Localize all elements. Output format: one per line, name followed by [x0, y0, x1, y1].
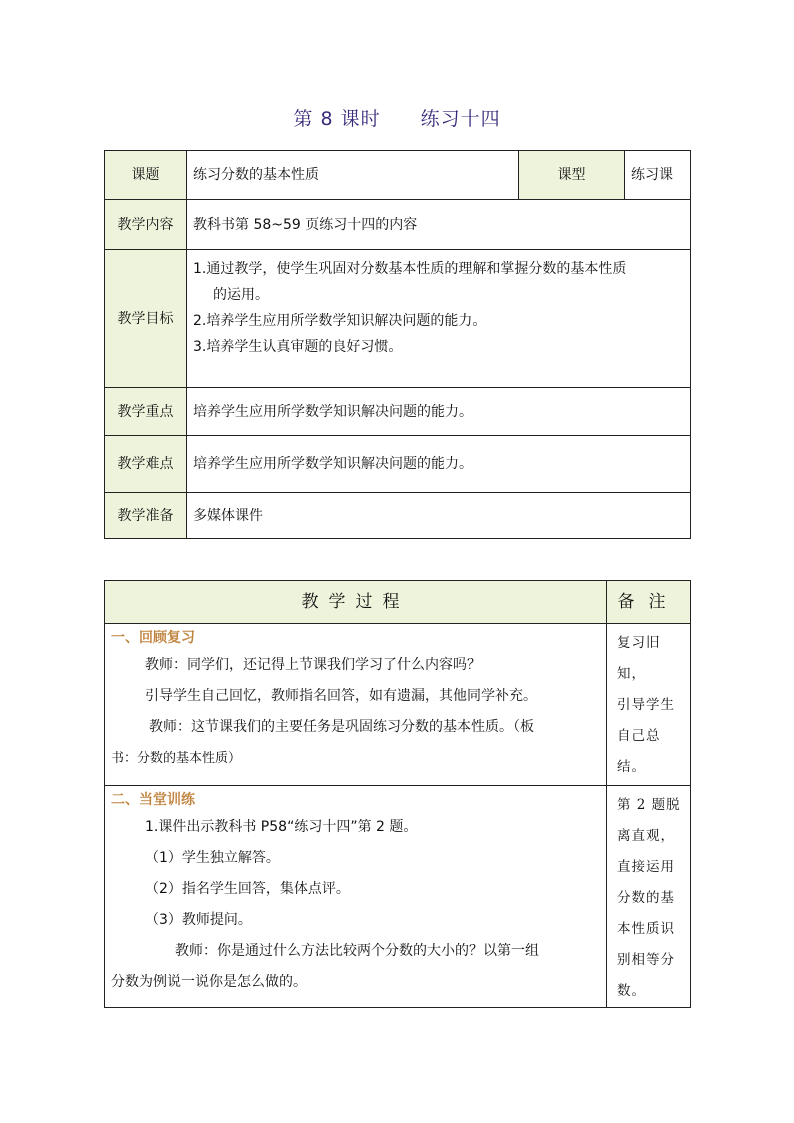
- note-line: 数。: [617, 983, 646, 999]
- text-line: （2）指名学生回答，集体点评。: [145, 881, 350, 897]
- process-header: 教学过程: [105, 581, 607, 624]
- type-label: 课型: [519, 151, 625, 200]
- goal-line: 1.通过教学，使学生巩固对分数基本性质的理解和掌握分数的基本性质: [193, 261, 627, 277]
- goals-value: [187, 250, 691, 388]
- note-line: 引导学生: [617, 697, 675, 713]
- text-line: 书：分数的基本性质）: [111, 751, 242, 766]
- difficulty-value: 培养学生应用所学数学知识解决问题的能力。: [187, 436, 691, 493]
- note-line: 离直观，: [617, 828, 675, 844]
- text-line: （1）学生独立解答。: [145, 850, 280, 866]
- note-line: 分数的基: [617, 890, 675, 906]
- text-line: （3）教师提问。: [145, 912, 252, 928]
- goal-line: 的运用。: [213, 287, 269, 303]
- lesson-info-table: [104, 150, 691, 539]
- goal-line: 2.培养学生应用所学数学知识解决问题的能力。: [193, 313, 487, 329]
- note-review: [607, 624, 691, 786]
- note-line: 别相等分: [617, 952, 675, 968]
- text-line: 教师：你是通过什么方法比较两个分数的大小的？以第一组: [175, 943, 539, 959]
- topic-value: 练习分数的基本性质: [187, 151, 519, 200]
- key-value: 培养学生应用所学数学知识解决问题的能力。: [187, 388, 691, 436]
- prep-value: 多媒体课件: [187, 493, 691, 539]
- content-label: 教学内容: [105, 200, 187, 250]
- note-line: 第 2 题脱: [617, 797, 681, 813]
- key-label: 教学重点: [105, 388, 187, 436]
- note-line: 复习旧知，: [617, 635, 661, 682]
- prep-label: 教学准备: [105, 493, 187, 539]
- goal-line: 3.培养学生认真审题的良好习惯。: [193, 339, 403, 355]
- section-practice: [105, 786, 607, 1008]
- difficulty-label: 教学难点: [105, 436, 187, 493]
- section-title: 一、回顾复习: [111, 630, 195, 646]
- content-value: 教科书第 58~59 页练习十四的内容: [187, 200, 691, 250]
- notes-header: 备注: [607, 581, 691, 624]
- teaching-process-table: [104, 580, 691, 1008]
- topic-label: 课题: [105, 151, 187, 200]
- note-practice: [607, 786, 691, 1008]
- note-line: 本性质识: [617, 921, 675, 937]
- section-title: 二、当堂训练: [111, 792, 195, 808]
- type-value: 练习课: [625, 151, 691, 200]
- goals-label: 教学目标: [105, 250, 187, 388]
- text-line: 教师：这节课我们的主要任务是巩固练习分数的基本性质。（板: [149, 719, 534, 735]
- section-review: [105, 624, 607, 786]
- note-line: 直接运用: [617, 859, 675, 875]
- text-line: 分数为例说一说你是怎么做的。: [111, 974, 307, 990]
- lesson-number: 第 8 课时: [293, 108, 381, 130]
- text-line: 1.课件出示教科书 P58“练习十四”第 2 题。: [145, 819, 418, 835]
- note-line: 自己总结。: [617, 728, 661, 775]
- lesson-name: 练习十四: [420, 108, 501, 130]
- text-line: 教师：同学们，还记得上节课我们学习了什么内容吗？: [145, 657, 481, 673]
- page-title: [0, 104, 794, 131]
- text-line: 引导学生自己回忆，教师指名回答，如有遗漏，其他同学补充。: [145, 688, 537, 704]
